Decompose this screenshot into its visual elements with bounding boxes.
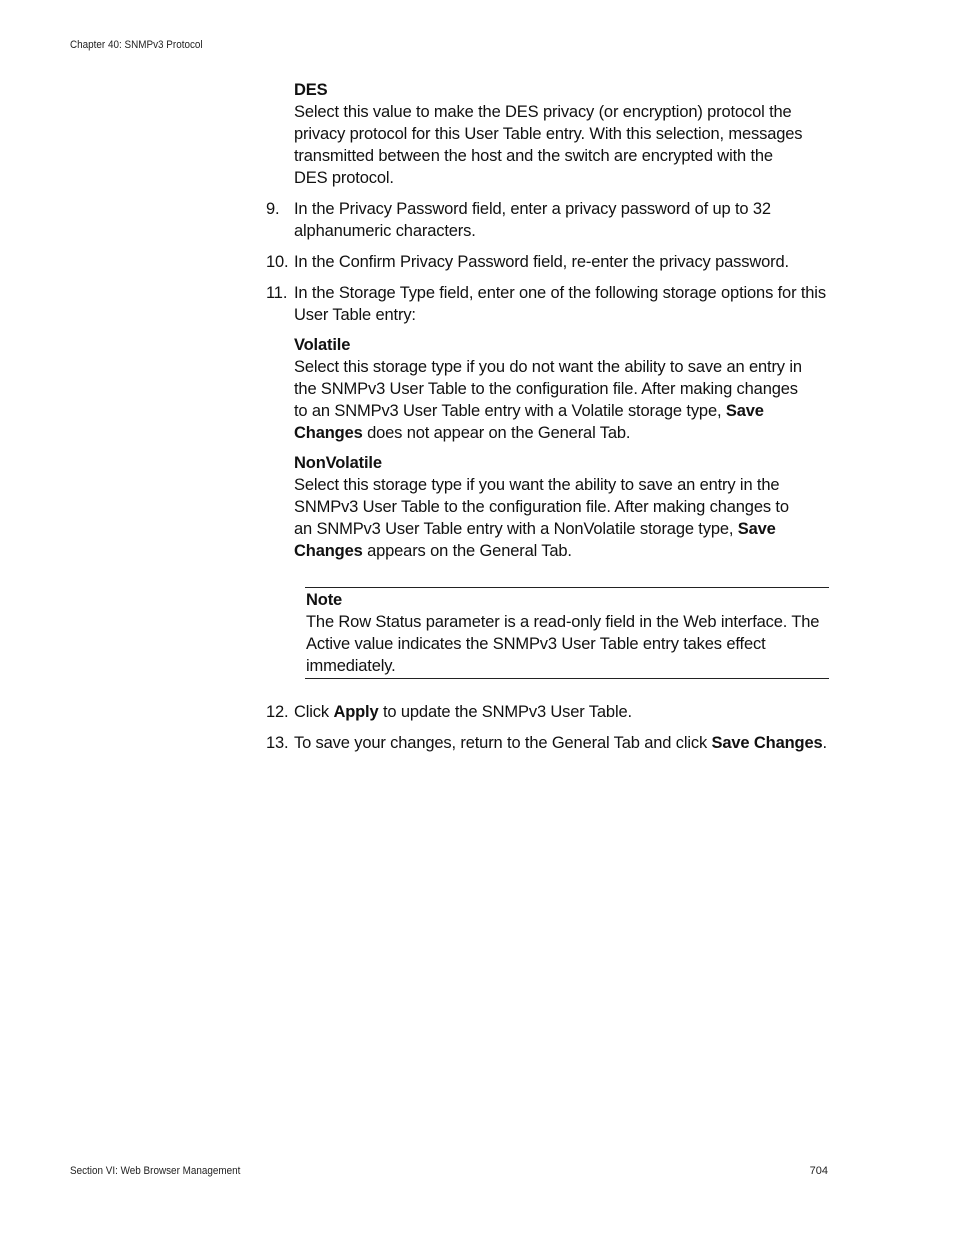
option-description: [294, 474, 804, 562]
step-text: [294, 732, 832, 754]
step-13: [266, 732, 832, 754]
desc-text: Select this storage type if you do not want the ability to save an entry in the SNMPv3 User Table to the configuration file. After making changes to an SNMPv3 User Table entry with a Volatile storage type,: [294, 358, 802, 420]
step-text: In the Confirm Privacy Password field, re-enter the privacy password.: [294, 253, 789, 271]
option-nonvolatile: [266, 452, 832, 562]
step-number: 13.: [266, 734, 289, 752]
option-term: NonVolatile: [294, 454, 382, 472]
note-text: The Row Status parameter is a read-only field in the Web interface. The Active value indicates the SNMPv3 User Table entry takes effect immediately.: [306, 613, 820, 675]
step-10: [266, 251, 832, 273]
option-description: Select this value to make the DES privacy (or encryption) protocol the privacy protocol for this User Table entry. With this selection, messages transmitted between the host and the switch are encrypted with the DES protocol.: [294, 103, 803, 187]
note-title: Note: [306, 591, 343, 609]
step-12: [266, 701, 832, 723]
desc-bold: Save Changes: [294, 520, 776, 560]
option-volatile: [266, 334, 832, 444]
option-term: DES: [294, 81, 328, 99]
step-11: [266, 282, 832, 326]
page-header-chapter: Chapter 40: SNMPv3 Protocol: [70, 39, 203, 51]
option-term: Volatile: [294, 336, 351, 354]
option-des: [266, 79, 832, 189]
step-text-part: Click: [294, 703, 334, 721]
step-text: In the Privacy Password field, enter a privacy password of up to 32 alphanumeric characters.: [294, 200, 771, 240]
document-body: [266, 79, 832, 754]
step-text-bold: Save Changes: [711, 734, 823, 752]
page-footer-section: Section VI: Web Browser Management: [70, 1165, 241, 1177]
page-number: 704: [809, 1165, 828, 1177]
step-text: [294, 701, 832, 723]
desc-text: does not appear on the General Tab.: [362, 424, 631, 442]
step-number: 11.: [266, 284, 288, 302]
step-text-part: to update the SNMPv3 User Table.: [378, 703, 632, 721]
step-number: 9.: [266, 200, 280, 218]
desc-bold: Save Changes: [294, 402, 764, 442]
desc-text: Select this storage type if you want the ability to save an entry in the SNMPv3 User Table to the configuration file. After making changes to an SNMPv3 User Table entry with a NonVolatile storage type,: [294, 476, 789, 538]
step-text-part: To save your changes, return to the General Tab and click: [294, 734, 712, 752]
step-text: In the Storage Type field, enter one of the following storage options for this User Table entry:: [294, 284, 826, 324]
step-number: 12.: [266, 703, 289, 721]
step-9: [266, 198, 832, 242]
step-text-part: .: [822, 734, 827, 752]
step-number: 10.: [266, 253, 289, 271]
step-text-bold: Apply: [333, 703, 379, 721]
option-description: [294, 356, 804, 444]
note-box: [305, 587, 829, 679]
desc-text: appears on the General Tab.: [362, 542, 572, 560]
